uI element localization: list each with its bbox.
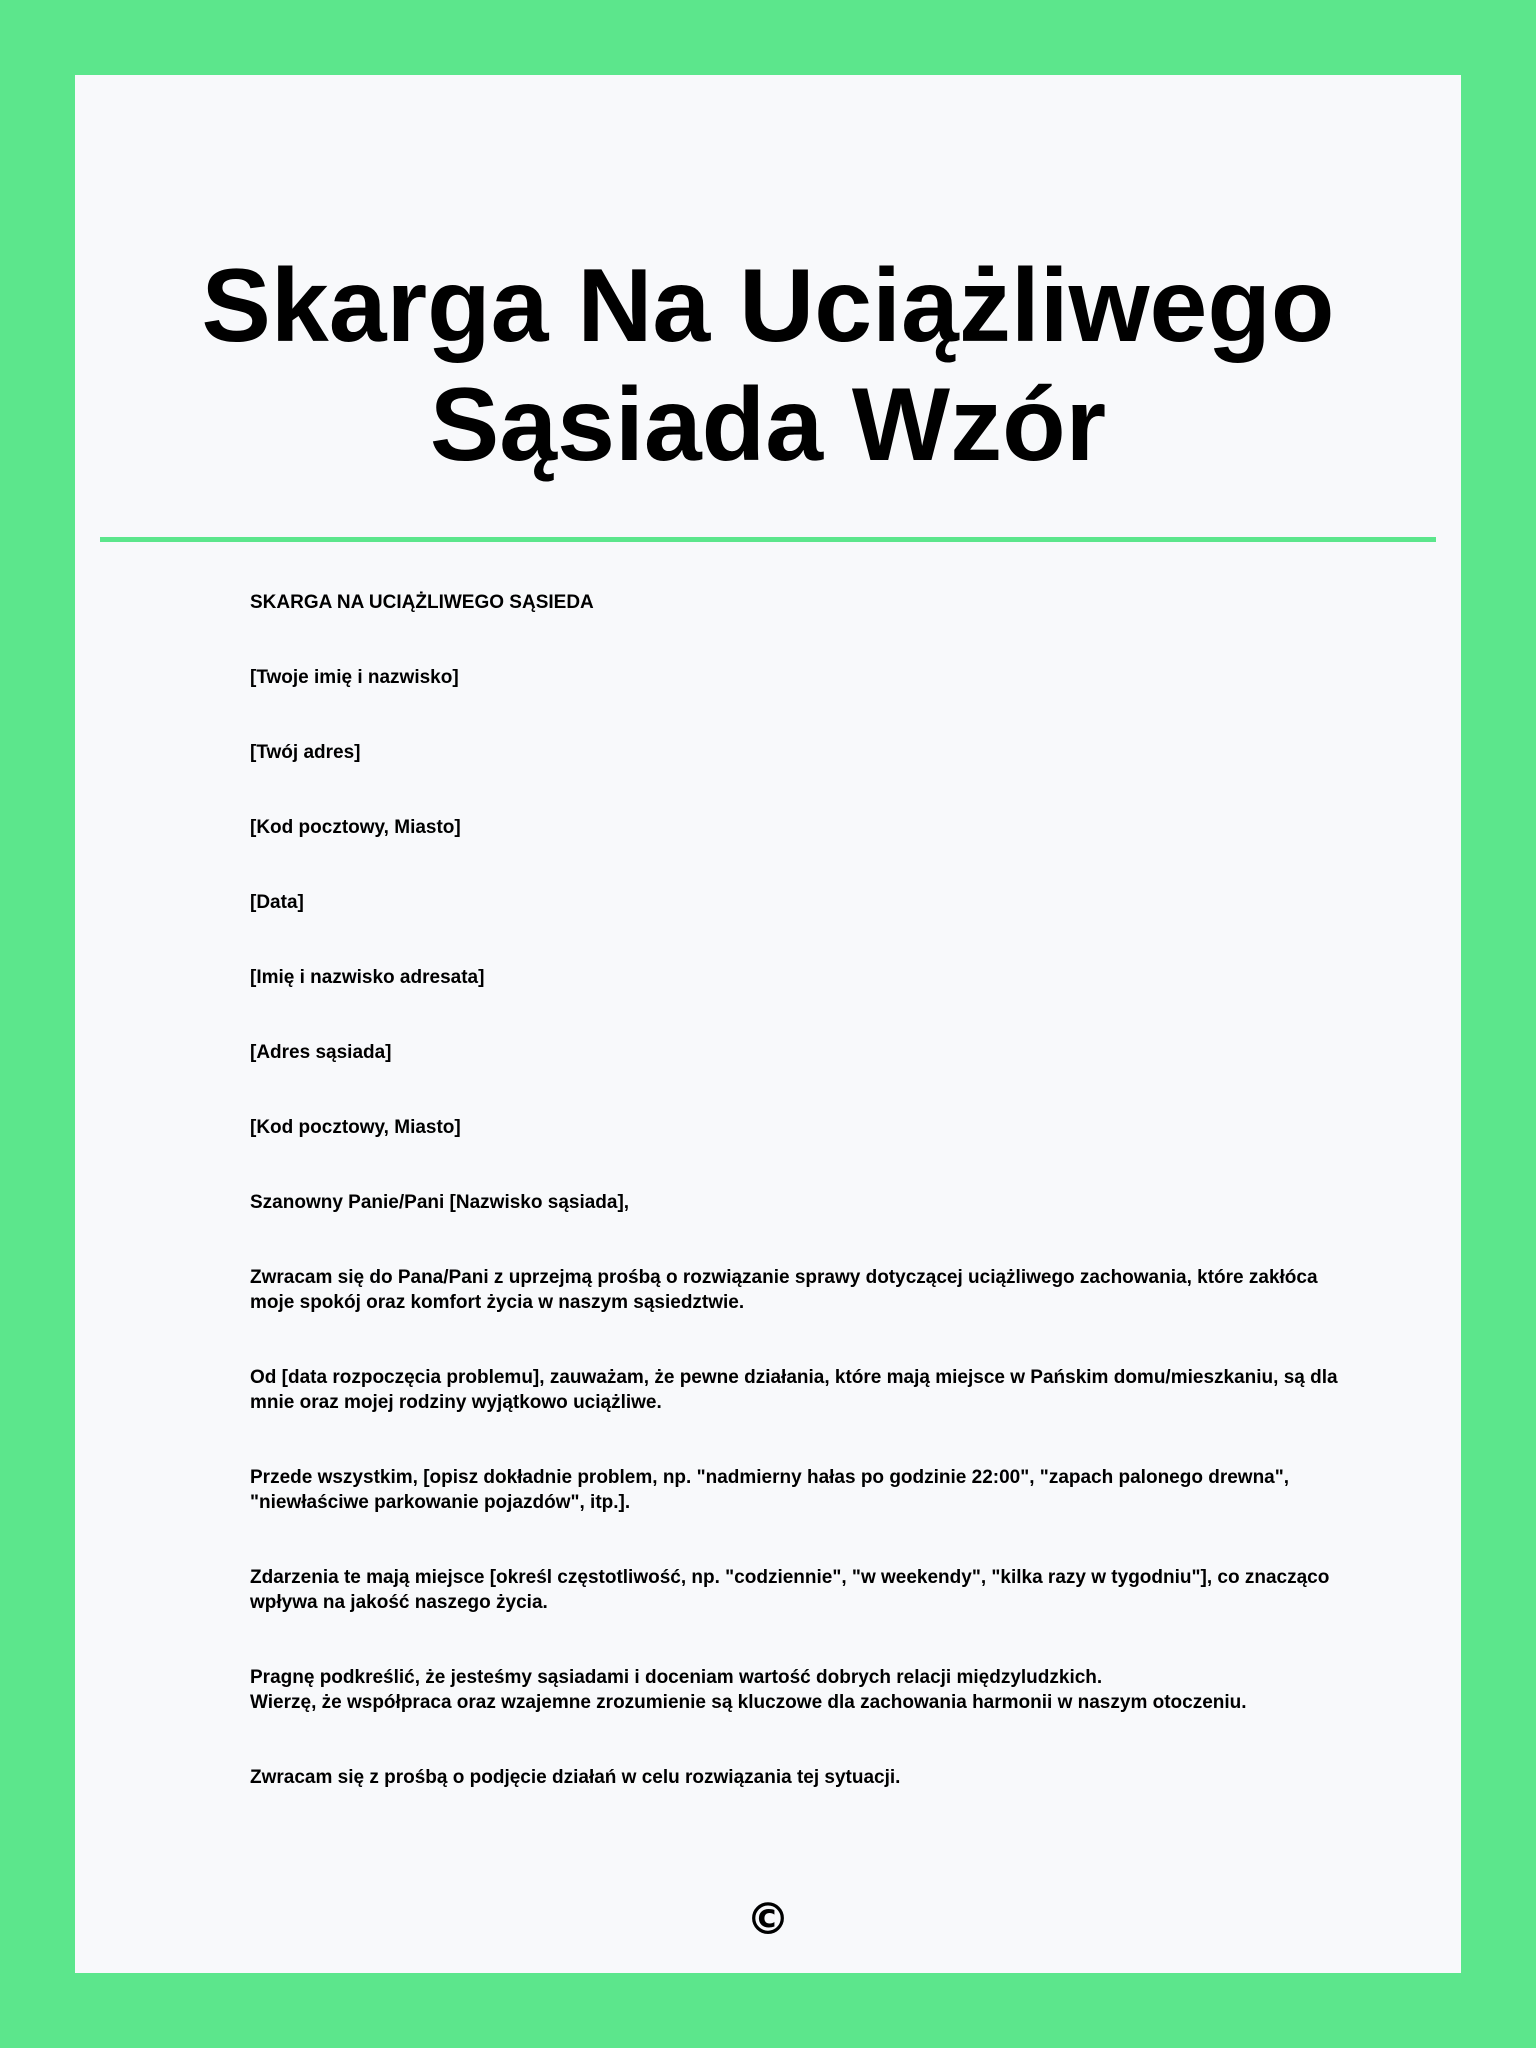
document-title: Skarga Na Uciążliwego Sąsiada Wzór <box>201 248 1335 483</box>
body-paragraph: Przede wszystkim, [opisz dokładnie problem, np. "nadmierny hałas po godzinie 22:00", "zapach palonego drewna", "niewłaściwe parkowanie pojazdów", itp.]. <box>250 1467 1290 1513</box>
sender-name: [Twoje imię i nazwisko] <box>250 667 459 688</box>
body-paragraph: Zdarzenia te mają miejsce [określ częstotliwość, np. "codziennie", "w weekendy", "kilka razy w tygodniu"], co znacząco wpływa na jakość naszego życia. <box>250 1567 1330 1613</box>
body-paragraph: Zwracam się do Pana/Pani z uprzejmą prośbą o rozwiązanie sprawy dotyczącej uciążliwego zachowania, które zakłóca moje spokój oraz komfort życia w naszym sąsiedztwie. <box>250 1267 1318 1313</box>
recipient-name: [Imię i nazwisko adresata] <box>250 967 485 988</box>
body-paragraph: Od [data rozpoczęcia problemu], zauważam, że pewne działania, które mają miejsce w Pańskim domu/mieszkaniu, są dla mnie oraz mojej rodziny wyjątkowo uciążliwe. <box>250 1367 1338 1413</box>
body-paragraph: Pragnę podkreślić, że jesteśmy sąsiadami i doceniam wartość dobrych relacji międzyludzkich. Wierzę, że współpraca oraz wzajemne zrozumienie są kluczowe dla zachowania harmonii w naszym otoczeniu. <box>250 1667 1247 1713</box>
recipient-postal-city: [Kod pocztowy, Miasto] <box>250 1117 461 1138</box>
title-divider <box>100 537 1436 542</box>
document-page <box>75 75 1461 1973</box>
recipient-address: [Adres sąsiada] <box>250 1042 392 1063</box>
letter-date: [Data] <box>250 892 304 913</box>
sender-postal-city: [Kod pocztowy, Miasto] <box>250 817 461 838</box>
closing-paragraph: Zwracam się z prośbą o podjęcie działań w celu rozwiązania tej sytuacji. <box>250 1767 901 1788</box>
sender-address: [Twój adres] <box>250 742 361 763</box>
copyright-symbol: © <box>746 1894 790 1945</box>
letter-heading: SKARGA NA UCIĄŻLIWEGO SĄSIEDA <box>250 592 594 613</box>
salutation: Szanowny Panie/Pani [Nazwisko sąsiada], <box>250 1192 630 1213</box>
document-body <box>250 590 1350 1840</box>
